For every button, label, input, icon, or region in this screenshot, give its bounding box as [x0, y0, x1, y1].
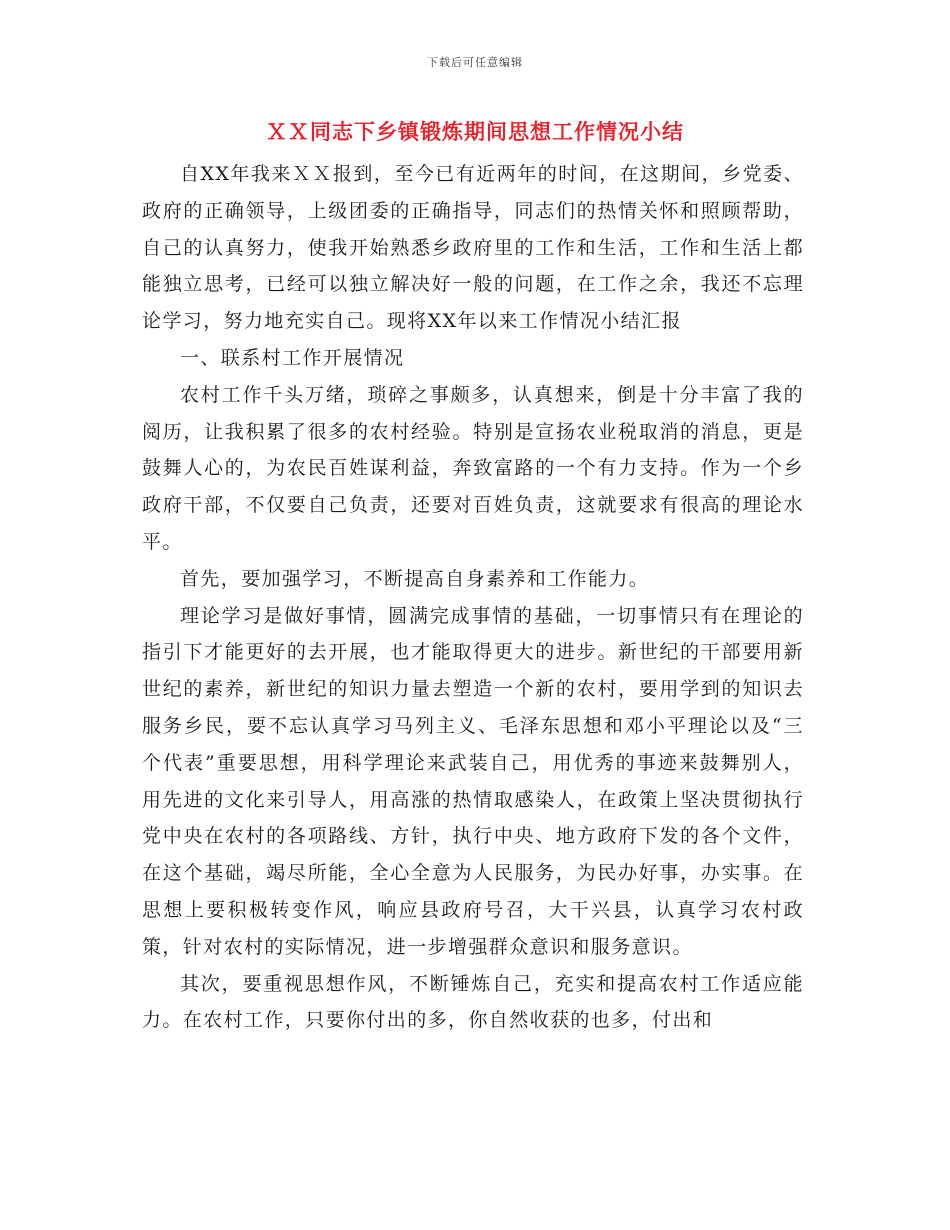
- paragraph-first-point: 首先，要加强学习，不断提高自身素养和工作能力。: [180, 567, 650, 590]
- document-body: [142, 156, 804, 1039]
- paragraph-theory-study: 理论学习是做好事情，圆满完成事情的基础，一切事情只有在理论的指引下才能更好的去开展，也才能取得更大的进步。新世纪的干部要用新世纪的素养，新世纪的知识力量去塑造一个新的农村，要用学到的知识去服务乡民，要不忘认真学习马列主义、毛泽东思想和邓小平理论以及“三个代表”重要思想，用科学理论来武装自己，用优秀的事迹来鼓舞别人，用先进的文化来引导人，用高涨的热情取感染人，在政策上坚决贯彻执行党中央在农村的各项路线、方针，执行中央、地方政府下发的各个文件，在这个基础，竭尽所能，全心全意为人民服务，为民办好事，办实事。在思想上要积极转变作风，响应县政府号召，大干兴县，认真学习农村政策，针对农村的实际情况，进一步增强群众意识和服务意识。: [142, 604, 804, 958]
- section-heading-village-work: 一、联系村工作开展情况: [180, 346, 405, 369]
- paragraph-second-point: 其次，要重视思想作风，不断锤炼自己，充实和提高农村工作适应能力。在农村工作，只要你付出的多，你自然收获的也多，付出和: [142, 972, 804, 1032]
- header-note: 下载后可任意编辑: [427, 56, 523, 69]
- paragraph-intro: 自XX年我来ＸＸ报到，至今已有近两年的时间，在这期间，乡党委、政府的正确领导，上级团委的正确指导，同志们的热情关怀和照顾帮助，自己的认真努力，使我开始熟悉乡政府里的工作和生活，工作和生活上都能独立思考，已经可以独立解决好一般的问题，在工作之余，我还不忘理论学习，努力地充实自己。现将XX年以来工作情况小结汇报: [142, 163, 804, 333]
- paragraph-village-work: 农村工作千头万绪，琐碎之事颇多，认真想来，倒是十分丰富了我的阅历，让我积累了很多的农村经验。特别是宣扬农业税取消的消息，更是鼓舞人心的，为农民百姓谋利益，奔致富路的一个有力支持。作为一个乡政府干部，不仅要自己负责，还要对百姓负责，这就要求有很高的理论水平。: [142, 383, 804, 553]
- document-title: ＸＸ同志下乡镇锻炼期间思想工作情况小结: [266, 119, 684, 144]
